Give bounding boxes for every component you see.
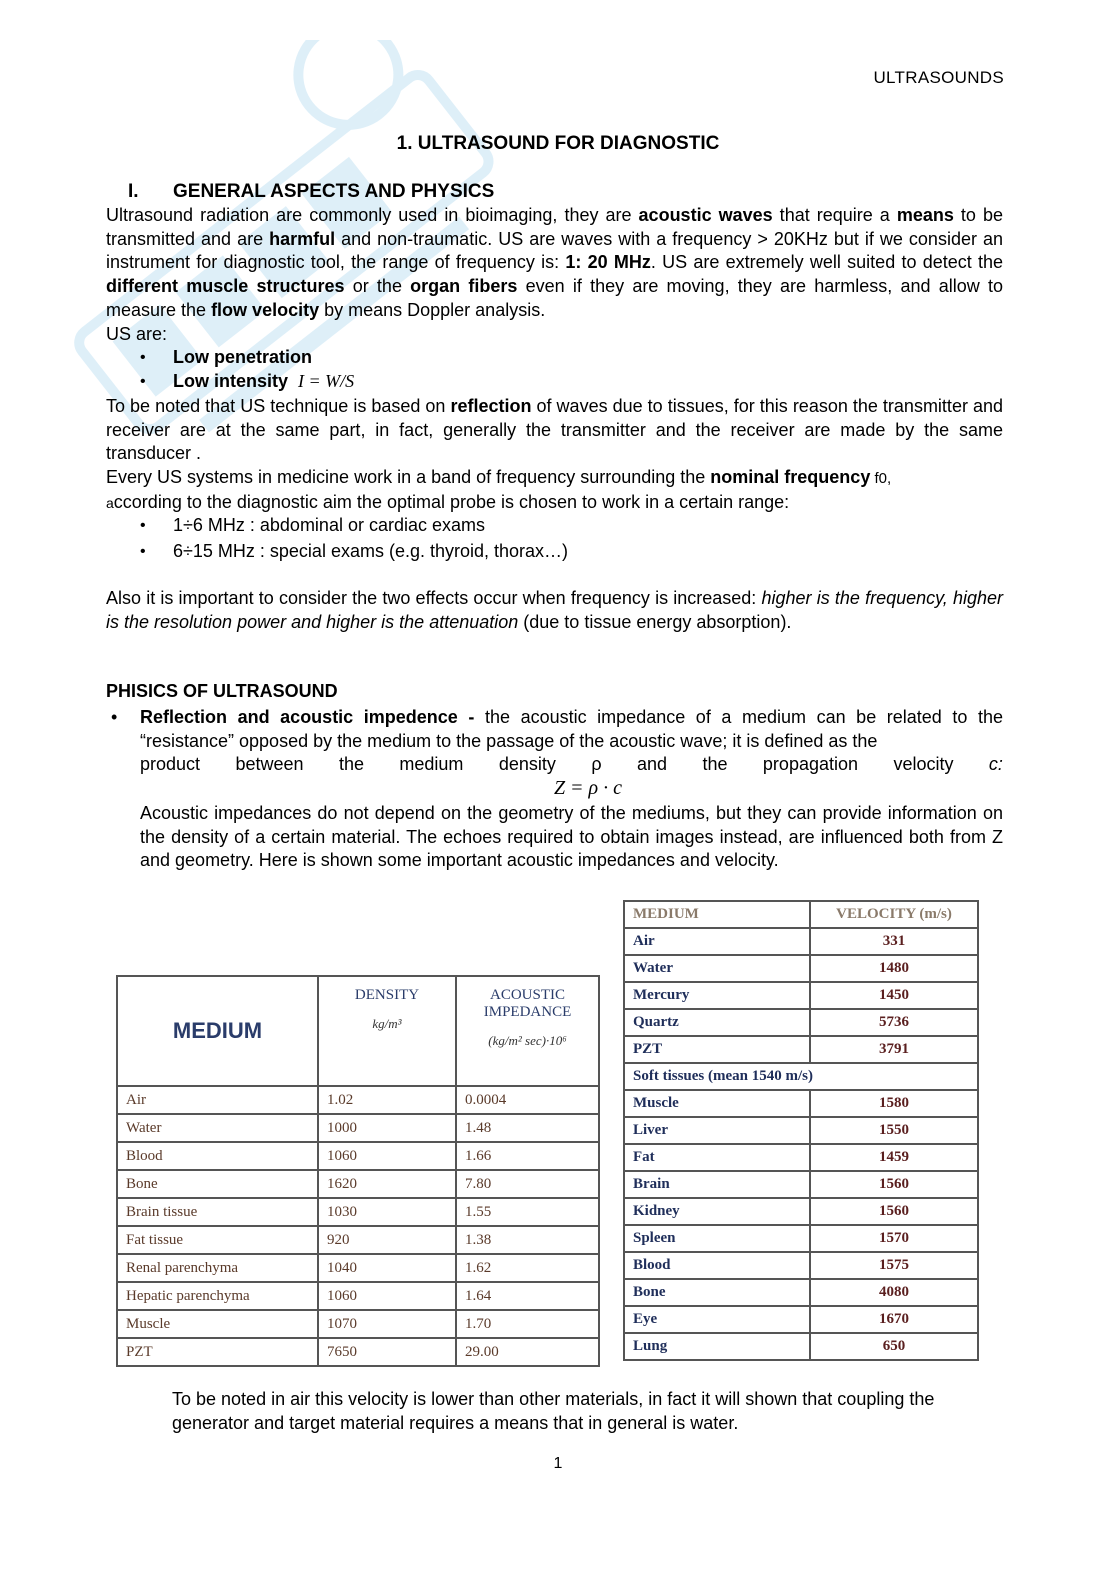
cell-medium: Hepatic parenchyma (117, 1282, 318, 1310)
column-header-density (318, 976, 456, 1086)
bold-term: organ fibers (410, 276, 518, 297)
us-properties-list (106, 346, 1003, 393)
cell-impedance: 7.80 (456, 1170, 599, 1198)
table-row (117, 1226, 599, 1254)
column-header-impedance (456, 976, 599, 1086)
table-group-row (624, 1063, 978, 1090)
list-item (106, 346, 1003, 370)
cell-medium: Water (117, 1114, 318, 1142)
reflection-paragraph (106, 395, 1003, 466)
cell-density: 1060 (318, 1282, 456, 1310)
table-header-row (624, 901, 978, 928)
document-title: 1. ULTRASOUND FOR DIAGNOSTIC (396, 133, 720, 154)
impedance-unit: (kg/m² sec)·10⁶ (488, 1033, 567, 1048)
cell-velocity: 1560 (810, 1171, 978, 1198)
cell-medium: Brain (624, 1171, 810, 1198)
cell-impedance: 1.48 (456, 1114, 599, 1142)
cell-impedance: 1.64 (456, 1282, 599, 1310)
cell-medium: Bone (624, 1279, 810, 1306)
cell-velocity: 5736 (810, 1009, 978, 1036)
cell-velocity: 1560 (810, 1198, 978, 1225)
list-item-text: 1÷6 MHz : abdominal or cardiac exams (173, 515, 486, 535)
bold-term: reflection (450, 396, 532, 416)
cell-density: 1040 (318, 1254, 456, 1282)
cell-impedance: 1.66 (456, 1142, 599, 1170)
table-row (117, 1198, 599, 1226)
cell-density: 1030 (318, 1198, 456, 1226)
text-run: Ultrasound radiation are commonly used in bioimaging, they are (106, 205, 639, 225)
cell-impedance: 1.70 (456, 1310, 599, 1338)
text-run: (due to tissue energy absorption). (518, 611, 792, 632)
density-unit: kg/m³ (372, 1016, 402, 1031)
text-run: by means Doppler analysis. (319, 299, 546, 320)
table-row (117, 1254, 599, 1282)
column-header-medium: MEDIUM (117, 976, 318, 1086)
cell-medium: Muscle (117, 1310, 318, 1338)
bold-term: harmful (269, 228, 336, 249)
nominal-frequency-paragraph (106, 466, 1003, 515)
impedance-formula: Z = ρ · c (553, 777, 623, 799)
bullet-marker: • (111, 707, 118, 727)
cell-velocity: 331 (810, 928, 978, 955)
text-run: even if they are moving, they are harmless, and allow to measure the (106, 276, 1003, 320)
cell-velocity: 1575 (810, 1252, 978, 1279)
cell-density: 920 (318, 1226, 456, 1254)
table-row (624, 955, 978, 982)
table-row (624, 928, 978, 955)
italic-phrase: higher is the frequency, higher is the resolution power and higher is the attenuation (106, 588, 1004, 632)
list-item (106, 370, 1003, 394)
table-row (624, 1171, 978, 1198)
text-run: To be noted that US technique is based on (106, 396, 451, 416)
cell-medium: Blood (117, 1142, 318, 1170)
table-row (624, 1009, 978, 1036)
text-run: of waves due to tissues, for this reason the transmitter and receiver are at the same part, in fact, generally the transmitter and the receiver are made by the same transducer . (106, 396, 1004, 464)
velocity-note: To be noted in air this velocity is lower than other materials, in fact it will shown that coupling the generator and target material requires a means that in general is water. (172, 1389, 935, 1433)
cell-medium: PZT (624, 1036, 810, 1063)
cell-density: 7650 (318, 1338, 456, 1366)
cell-medium: Brain tissue (117, 1198, 318, 1226)
cell-density: 1060 (318, 1142, 456, 1170)
cell-impedance: 1.38 (456, 1226, 599, 1254)
text-run: ccording to the diagnostic aim the optimal probe is chosen to work in a certain range: (113, 491, 790, 512)
intro-paragraph (106, 204, 1003, 346)
table-row (624, 1252, 978, 1279)
cell-velocity: 1550 (810, 1117, 978, 1144)
bold-term: different muscle structures (106, 276, 345, 297)
table-header-row (117, 976, 599, 1086)
velocity-table (623, 900, 979, 1361)
cell-medium: Liver (624, 1117, 810, 1144)
cell-velocity: 1459 (810, 1144, 978, 1171)
word: ρ (591, 754, 602, 775)
cell-density: 1000 (318, 1114, 456, 1142)
word: and (637, 754, 668, 775)
table-row (117, 1338, 599, 1366)
word: density (498, 754, 556, 775)
list-item-label: Low intensity (173, 370, 289, 391)
section-title: GENERAL ASPECTS AND PHYSICS (173, 181, 495, 202)
word: propagation (762, 754, 859, 775)
table-row (117, 1142, 599, 1170)
list-item-label: Low penetration (173, 347, 312, 367)
cell-medium: Renal parenchyma (117, 1254, 318, 1282)
cell-medium: Fat (624, 1144, 810, 1171)
table-row (117, 1086, 599, 1114)
bold-term: means (896, 205, 954, 225)
cell-impedance: 1.62 (456, 1254, 599, 1282)
running-header: ULTRASOUNDS (873, 68, 1004, 87)
word: c: (988, 754, 1003, 775)
cell-medium: Muscle (624, 1090, 810, 1117)
cell-medium: Kidney (624, 1198, 810, 1225)
table-row (624, 982, 978, 1009)
column-header-medium: MEDIUM (624, 901, 810, 928)
reflection-impedance-text (140, 706, 1003, 777)
word: velocity (893, 754, 954, 775)
table-row (624, 1144, 978, 1171)
cell-velocity: 1580 (810, 1090, 978, 1117)
cell-velocity: 3791 (810, 1036, 978, 1063)
table-row (624, 1333, 978, 1360)
table-row (624, 1117, 978, 1144)
subsection-heading: PHISICS OF ULTRASOUND (106, 681, 338, 701)
cell-medium: Lung (624, 1333, 810, 1360)
impedance-explanation: Acoustic impedances do not depend on the geometry of the mediums, but they can provide information on the density of a certain material. The echoes required to obtain images instead, are influenced both from Z and geometry. Here is shown some important acoustic impedances and velocity. (140, 803, 1003, 871)
cell-medium: Spleen (624, 1225, 810, 1252)
word: the (338, 754, 364, 775)
table-row (624, 1225, 978, 1252)
cell-medium: PZT (117, 1338, 318, 1366)
text-run: Also it is important to consider the two effects occur when frequency is increased: (106, 588, 762, 608)
text-run: Every US systems in medicine work in a band of frequency surrounding the (106, 467, 711, 487)
impedance-definition (140, 706, 1003, 753)
cell-medium: Bone (117, 1170, 318, 1198)
text-run: US are: (106, 323, 168, 344)
list-item (106, 540, 1003, 564)
table-row (117, 1282, 599, 1310)
header-label: DENSITY (354, 987, 420, 1003)
list-item (106, 514, 1003, 538)
table-row (624, 1198, 978, 1225)
page-number: 1 (553, 1455, 563, 1472)
text-run: . US are extremely well suited to detect the (650, 252, 1003, 273)
cell-medium: Blood (624, 1252, 810, 1279)
table-row (117, 1114, 599, 1142)
cell-medium: Eye (624, 1306, 810, 1333)
cell-medium: Air (624, 928, 810, 955)
cell-velocity: 4080 (810, 1279, 978, 1306)
text-run: and non-traumatic. US are waves with a frequency > 20KHz but if we consider an instrument for diagnostic tool, the range of frequency is: (106, 228, 1003, 273)
list-item-text: 6÷15 MHz : special exams (e.g. thyroid, thorax…) (173, 540, 569, 561)
table-row (624, 1279, 978, 1306)
text-run: to be transmitted and are (106, 205, 1003, 249)
cell-velocity: 650 (810, 1333, 978, 1360)
cell-impedance: 29.00 (456, 1338, 599, 1366)
frequency-ranges-list (106, 514, 1003, 563)
cell-medium: Fat tissue (117, 1226, 318, 1254)
cell-velocity: 1670 (810, 1306, 978, 1333)
bold-term: acoustic waves (638, 205, 773, 225)
text-run: a (106, 494, 114, 511)
word: medium (399, 754, 464, 775)
text-run: or the (344, 276, 411, 297)
cell-density: 1.02 (318, 1086, 456, 1114)
table-row (624, 1090, 978, 1117)
section-heading (128, 181, 494, 203)
cell-medium: Mercury (624, 982, 810, 1009)
column-header-velocity: VELOCITY (m/s) (810, 901, 978, 928)
bold-term: nominal frequency (710, 467, 871, 487)
section-number: I. (128, 181, 139, 202)
text-run: the acoustic impedance of a medium can be related to the “resistance” opposed by the medium to the passage of the acoustic wave; it is defined as the (140, 707, 1004, 751)
intensity-formula: I = W/S (298, 370, 355, 391)
word: product (140, 754, 201, 775)
table-row (117, 1310, 599, 1338)
cell-impedance: 0.0004 (456, 1086, 599, 1114)
justified-line (140, 753, 1003, 777)
bold-term: 1: 20 MHz (565, 252, 651, 273)
density-impedance-table (116, 975, 600, 1367)
text-run: that require a (772, 205, 897, 225)
word: between (235, 754, 304, 775)
soft-tissues-label: Soft tissues (mean 1540 m/s) (624, 1063, 978, 1090)
table-row (624, 1036, 978, 1063)
word: the (702, 754, 728, 775)
bold-term: Reflection and acoustic impedence - (140, 707, 475, 727)
cell-velocity: 1480 (810, 955, 978, 982)
cell-density: 1070 (318, 1310, 456, 1338)
table-row (624, 1306, 978, 1333)
effects-paragraph (106, 587, 1003, 634)
cell-velocity: 1450 (810, 982, 978, 1009)
cell-density: 1620 (318, 1170, 456, 1198)
text-run: f0, (870, 470, 892, 487)
reflection-impedance-item (106, 706, 1003, 777)
cell-medium: Air (117, 1086, 318, 1114)
cell-velocity: 1570 (810, 1225, 978, 1252)
cell-medium: Water (624, 955, 810, 982)
bold-term: flow velocity (211, 299, 320, 320)
cell-impedance: 1.55 (456, 1198, 599, 1226)
header-label: ACOUSTIC IMPEDANCE (483, 987, 572, 1020)
cell-medium: Quartz (624, 1009, 810, 1036)
table-row (117, 1170, 599, 1198)
